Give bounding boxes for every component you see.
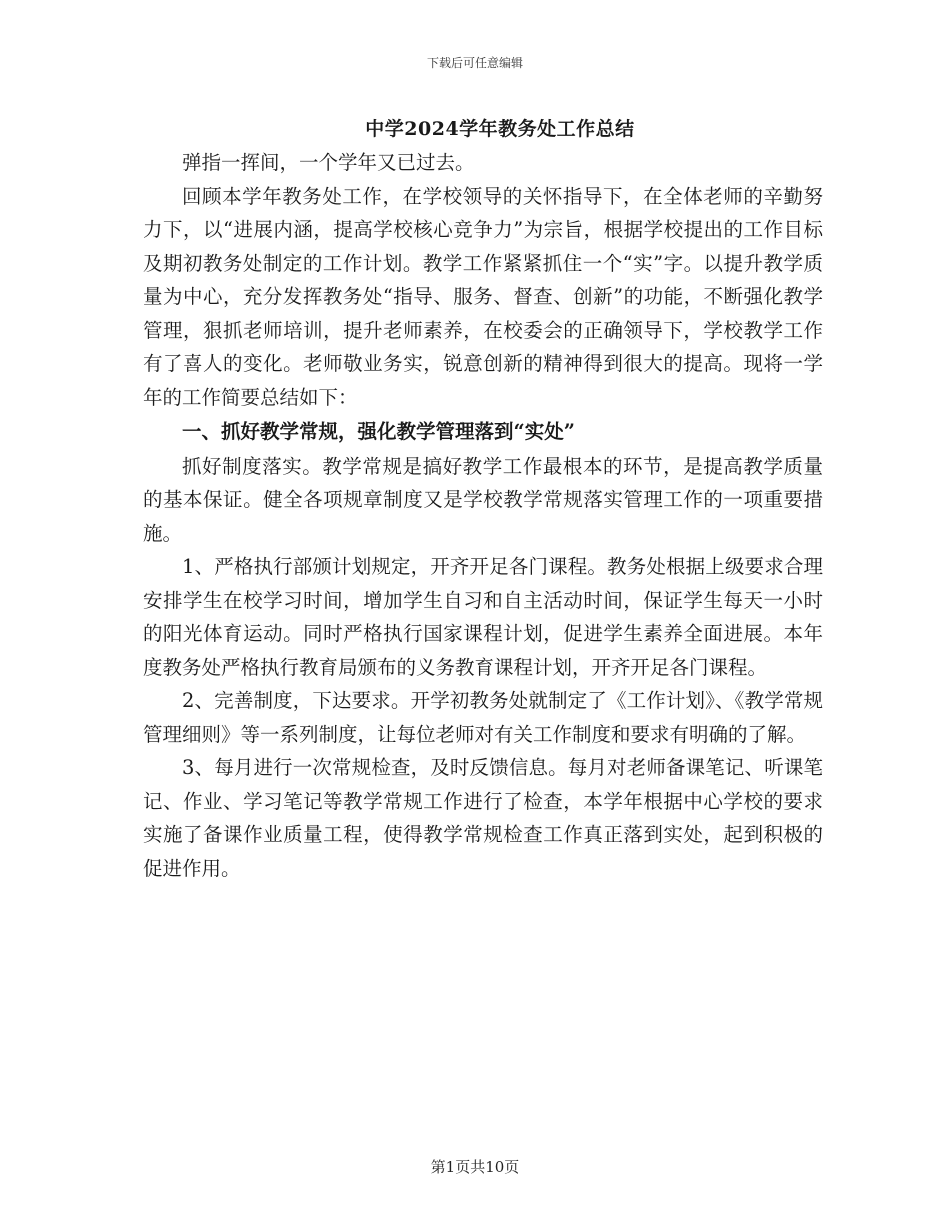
paragraph-item-1: 1、严格执行部颁计划规定，开齐开足各门课程。教务处根据上级要求合理安排学生在校学习时间，增加学生自习和自主活动时间，保证学生每天一小时的阳光体育运动。同时严格执行国家课程计划，促进学生素养全面进展。本年度教务处严格执行教育局颁布的义务教育课程计划，开齐开足各门课程。	[143, 555, 823, 679]
paragraph-item-3: 3、每月进行一次常规检查，及时反馈信息。每月对老师备课笔记、听课笔记、作业、学习笔记等教学常规工作进行了检查，本学年根据中心学校的要求实施了备课作业质量工程，使得教学常规检查工作真正落到实处，起到积极的促进作用。	[143, 756, 823, 880]
page-number: 第1页共10页	[430, 1158, 520, 1176]
document-body	[143, 146, 823, 885]
section-heading-1: 一、抓好教学常规，强化教学管理落到“实处”	[182, 420, 575, 443]
header-note: 下载后可任意编辑	[426, 56, 523, 70]
document-title: 中学2024学年教务处工作总结	[365, 118, 635, 140]
paragraph-intro: 弹指一挥间，一个学年又已过去。	[182, 151, 475, 174]
paragraph-item-2: 2、完善制度，下达要求。开学初教务处就制定了《工作计划》、《教学常规管理细则》等一系列制度，让每位老师对有关工作制度和要求有明确的了解。	[143, 689, 823, 746]
paragraph-review: 回顾本学年教务处工作，在学校领导的关怀指导下，在全体老师的辛勤努力下，以“进展内涵，提高学校核心竞争力”为宗旨，根据学校提出的工作目标及期初教务处制定的工作计划。教学工作紧紧抓住一个“实”字。以提升教学质量为中心，充分发挥教务处“指导、服务、督查、创新”的功能，不断强化教学管理，狠抓老师培训，提升老师素养，在校委会的正确领导下，学校教学工作有了喜人的变化。老师敬业务实，锐意创新的精神得到很大的提高。现将一学年的工作简要总结如下：	[143, 184, 823, 409]
paragraph-system: 抓好制度落实。教学常规是搞好教学工作最根本的环节，是提高教学质量的基本保证。健全各项规章制度又是学校教学常规落实管理工作的一项重要措施。	[143, 454, 823, 545]
